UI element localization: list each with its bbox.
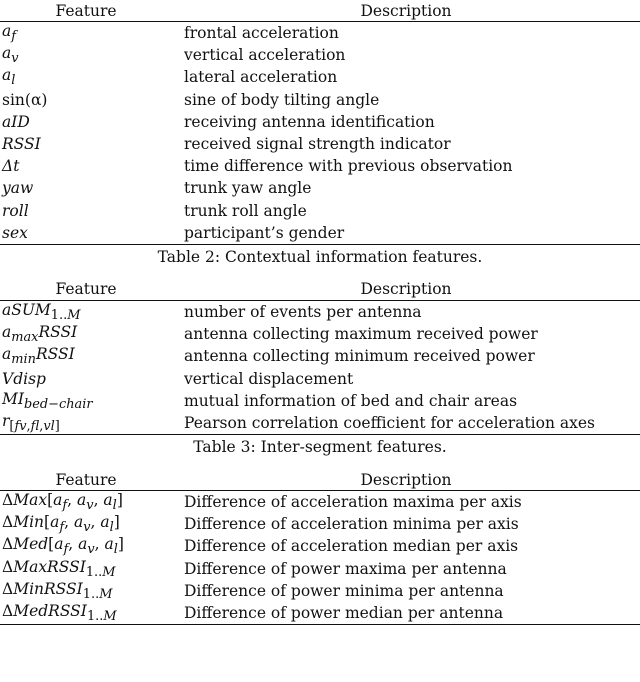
table-row xyxy=(0,44,640,66)
feature-cell: ΔMedRSSI$_{1..M}$ xyxy=(2,601,117,625)
inter-segment-features-table xyxy=(0,279,640,459)
table-header xyxy=(0,0,640,21)
table-row xyxy=(0,558,640,580)
description-cell: frontal acceleration xyxy=(184,24,339,43)
description-cell: trunk roll angle xyxy=(184,201,307,220)
feature-cell: ΔMaxRSSI$_{1..M}$ xyxy=(2,557,116,580)
table-row xyxy=(0,200,640,222)
feature-cell: Δt xyxy=(2,157,20,176)
table-row xyxy=(0,367,640,389)
table-row xyxy=(0,155,640,177)
column-header-description: Description xyxy=(360,470,452,489)
table-row xyxy=(0,602,640,624)
table-row xyxy=(0,301,640,323)
table-row xyxy=(0,177,640,199)
description-cell: Difference of power maxima per antenna xyxy=(184,559,507,578)
table-caption: Table 3: Inter-segment features. xyxy=(193,438,447,456)
table-row xyxy=(0,390,640,412)
feature-cell: $MI_{bed-chair}$ xyxy=(2,389,93,412)
table-header xyxy=(0,469,640,490)
table-caption: Table 2: Contextual information features. xyxy=(157,247,483,266)
description-cell: Difference of power median per antenna xyxy=(184,604,504,623)
table-row xyxy=(0,491,640,513)
description-cell: mutual information of bed and chair areas xyxy=(184,391,518,410)
column-header-description: Description xyxy=(360,1,452,20)
table-row xyxy=(0,66,640,88)
description-cell: vertical displacement xyxy=(184,369,354,388)
difference-features-table xyxy=(0,469,640,625)
feature-cell: ΔMinRSSI$_{1..M}$ xyxy=(2,579,113,602)
table-header xyxy=(0,279,640,300)
feature-cell: $r_{[fv,fl,vl]}$ xyxy=(2,411,60,434)
description-cell: Difference of acceleration minima per axis xyxy=(184,515,519,534)
bottom-rule xyxy=(0,624,640,625)
table-row xyxy=(0,323,640,345)
description-cell: Difference of acceleration maxima per axis xyxy=(184,493,522,512)
description-cell: received signal strength indicator xyxy=(184,135,451,154)
description-cell: sine of body tilting angle xyxy=(184,90,380,109)
description-cell: Difference of power minima per antenna xyxy=(184,581,504,600)
description-cell: Difference of acceleration median per axis xyxy=(184,537,519,556)
description-cell: time difference with previous observation xyxy=(184,157,513,176)
feature-cell: $\Delta Min[a_f$, $a_v$, $a_l$] xyxy=(2,513,120,536)
description-cell: trunk yaw angle xyxy=(184,179,312,198)
table-row xyxy=(0,133,640,155)
feature-cell: $a_{max}RSSI$ xyxy=(2,323,78,346)
column-header-feature: Feature xyxy=(55,280,117,299)
feature-cell: $a_f$ xyxy=(2,22,17,45)
feature-cell: $a_l$ xyxy=(2,66,16,89)
table-row xyxy=(0,111,640,133)
description-cell: antenna collecting minimum received power xyxy=(184,347,535,366)
column-header-feature: Feature xyxy=(55,470,117,489)
feature-cell: $\Delta Med[a_f$, $a_v$, $a_l$] xyxy=(2,535,124,558)
description-cell: vertical acceleration xyxy=(184,46,346,65)
description-cell: receiving antenna identification xyxy=(184,112,435,131)
contextual-features-table xyxy=(0,0,640,269)
feature-cell: RSSI xyxy=(2,135,41,154)
column-header-feature: Feature xyxy=(55,1,117,20)
table-row xyxy=(0,22,640,44)
description-cell: Pearson correlation coefficient for acceleration axes xyxy=(184,413,595,432)
feature-cell: $a_v$ xyxy=(2,44,19,67)
feature-cell: $a_{min}RSSI$ xyxy=(2,345,75,368)
feature-cell: sin(α) xyxy=(2,90,48,109)
table-row xyxy=(0,580,640,602)
table-row xyxy=(0,513,640,535)
table-row xyxy=(0,345,640,367)
table-row xyxy=(0,535,640,557)
description-cell: participant’s gender xyxy=(184,223,345,242)
description-cell: antenna collecting maximum received power xyxy=(184,325,538,344)
description-cell: lateral acceleration xyxy=(184,68,338,87)
description-cell: number of events per antenna xyxy=(184,302,422,321)
feature-cell: $\Delta Max[a_f$, $a_v$, $a_l$] xyxy=(2,491,123,514)
table-row xyxy=(0,89,640,111)
table-row xyxy=(0,222,640,244)
feature-cell: roll xyxy=(2,201,29,220)
feature-cell: Vdisp xyxy=(2,369,46,388)
table-row xyxy=(0,412,640,434)
feature-cell: sex xyxy=(2,223,28,242)
feature-cell: aID xyxy=(2,112,30,131)
feature-cell: yaw xyxy=(2,179,34,198)
feature-cell: aSUM$_{1..M}$ xyxy=(2,300,81,324)
column-header-description: Description xyxy=(360,280,452,299)
